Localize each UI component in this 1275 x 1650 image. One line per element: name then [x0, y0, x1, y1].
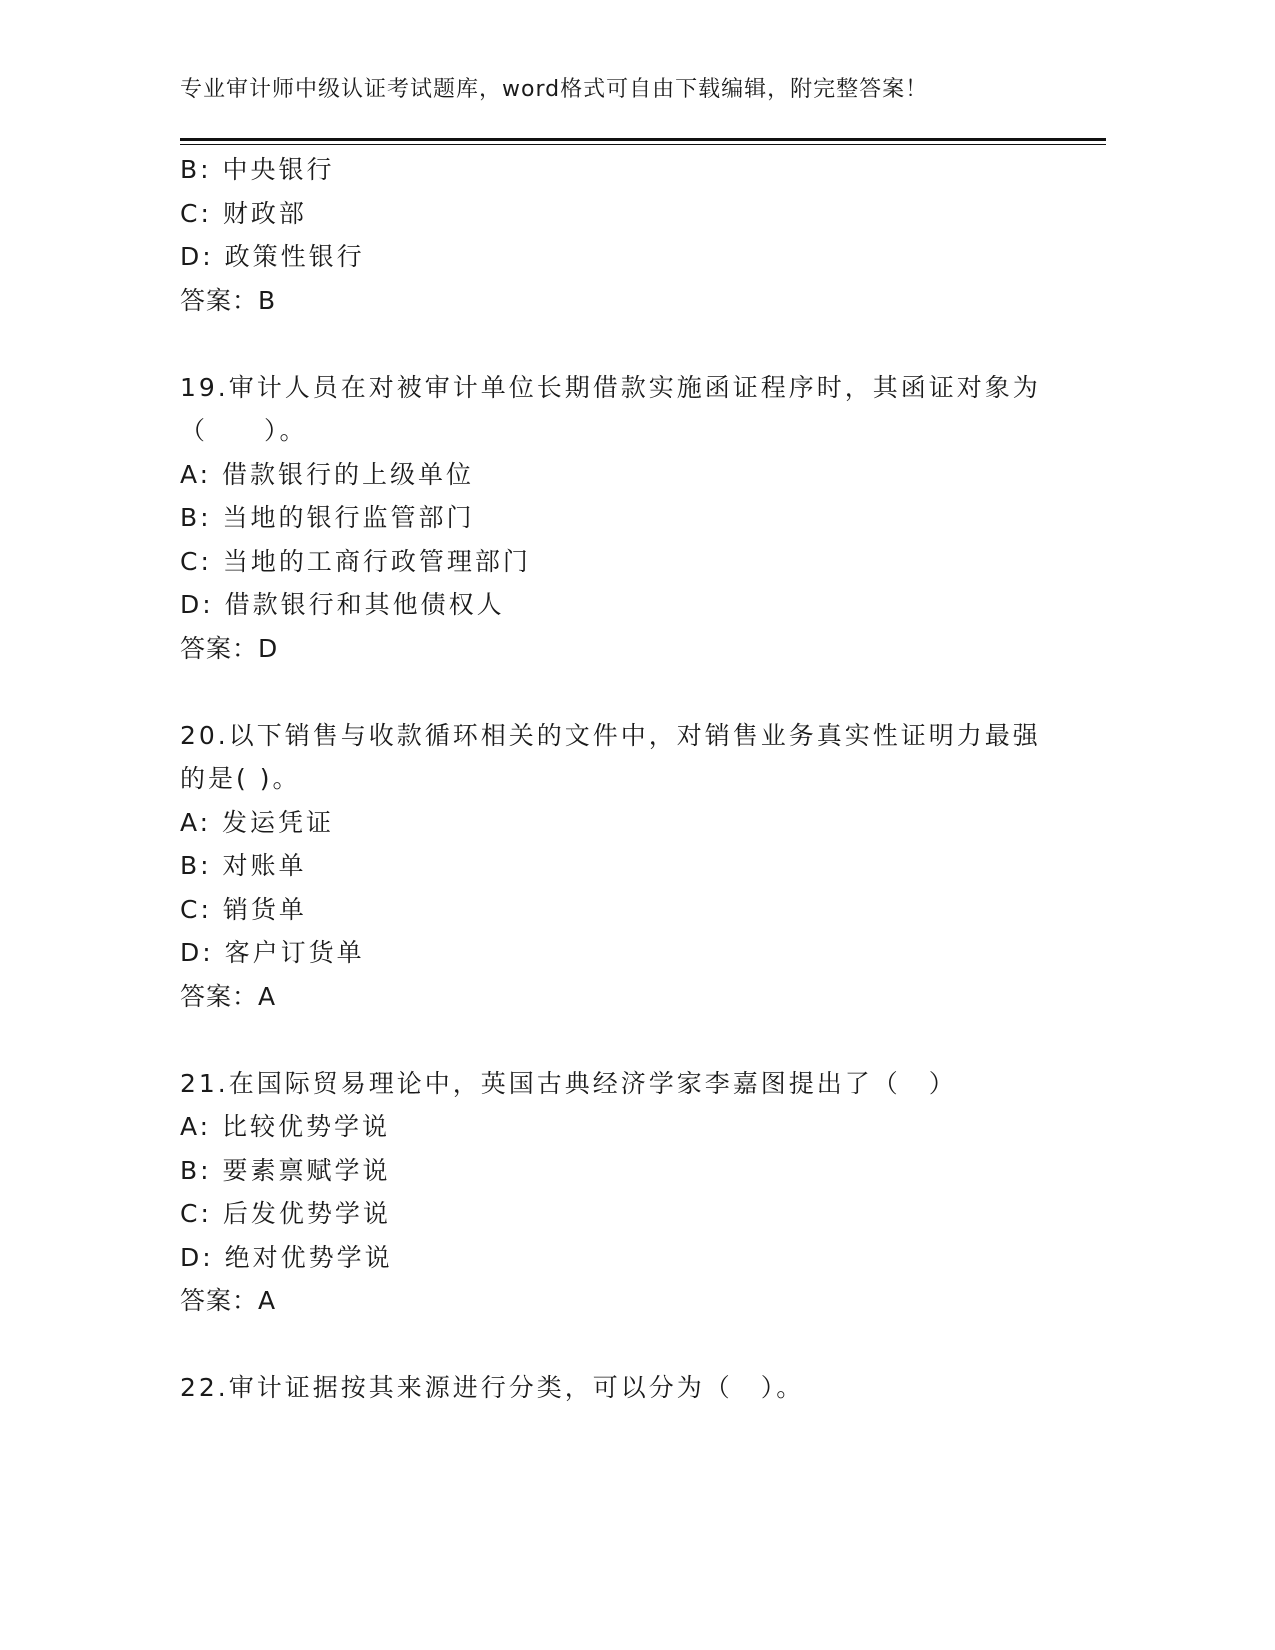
answer: 答案：B: [180, 285, 277, 315]
question-21: [180, 1062, 1080, 1323]
document-body: [180, 148, 1080, 1410]
question-22: [180, 1366, 1080, 1410]
question-20: [180, 714, 1080, 1019]
question-stem: 19.审计人员在对被审计单位长期借款实施函证程序时，其函证对象为: [180, 372, 1041, 402]
page-header: 专业审计师中级认证考试题库，word格式可自由下载编辑，附完整答案！: [180, 77, 929, 102]
option-b: B: 中央银行: [180, 155, 335, 184]
question-19: [180, 366, 1080, 671]
option-d: D: 政策性银行: [180, 242, 365, 271]
option-b: B: 要素禀赋学说: [180, 1155, 391, 1185]
option-c: C: 当地的工商行政管理部门: [180, 546, 531, 576]
option-c: C: 后发优势学说: [180, 1199, 391, 1228]
question-stem: 21.在国际贸易理论中，英国古典经济学家李嘉图提出了（ ）: [180, 1068, 957, 1098]
option-a: A: 比较优势学说: [180, 1112, 391, 1141]
option-a: A: 借款银行的上级单位: [180, 459, 475, 489]
option-d: D: 客户订货单: [180, 938, 365, 967]
question-stem-continued: （ ）。: [180, 416, 308, 445]
answer: 答案：A: [180, 981, 277, 1011]
header-divider-thin: [180, 144, 1106, 145]
question-stem-continued: 的是( )。: [180, 764, 301, 793]
option-c: C: 销货单: [180, 894, 307, 924]
answer: 答案：D: [180, 633, 279, 663]
answer: 答案：A: [180, 1286, 277, 1315]
option-b: B: 对账单: [180, 851, 307, 880]
option-c: C: 财政部: [180, 198, 307, 228]
question-18-continued: [180, 148, 1080, 322]
option-b: B: 当地的银行监管部门: [180, 503, 475, 532]
option-d: D: 绝对优势学说: [180, 1242, 393, 1272]
option-d: D: 借款银行和其他债权人: [180, 590, 505, 619]
option-a: A: 发运凭证: [180, 807, 335, 837]
header-divider-thick: [180, 138, 1106, 141]
question-stem: 22.审计证据按其来源进行分类，可以分为（ ）。: [180, 1373, 805, 1402]
question-stem: 20.以下销售与收款循环相关的文件中，对销售业务真实性证明力最强: [180, 720, 1041, 750]
